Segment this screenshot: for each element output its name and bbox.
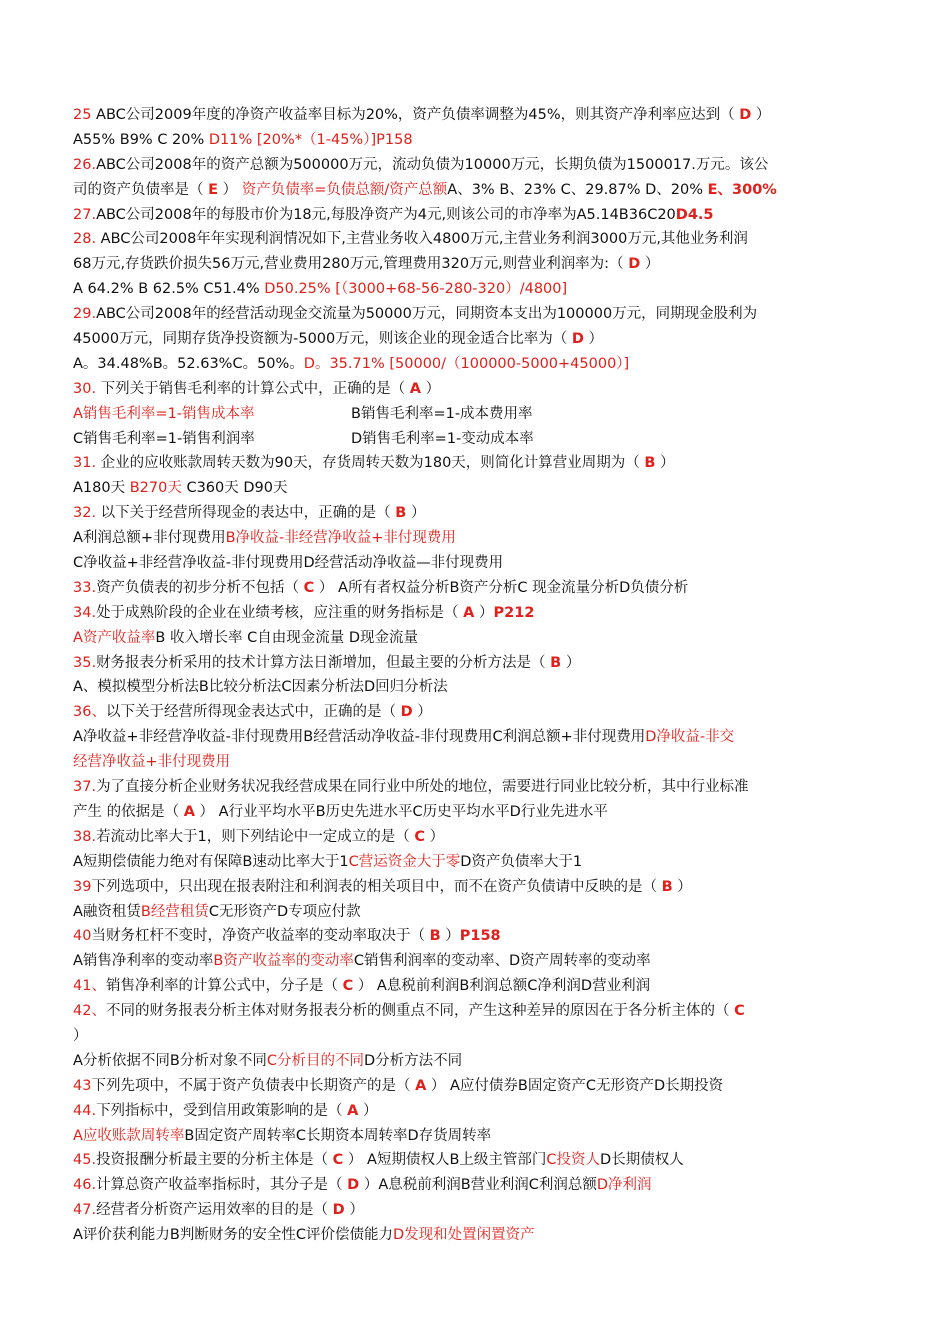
text-segment: A融资租赁 bbox=[73, 903, 141, 920]
text-line bbox=[73, 103, 863, 128]
text-line bbox=[73, 775, 863, 800]
text-segment: ） A所有者权益分析B资产分析C 现金流量分析D负债分析 bbox=[314, 579, 689, 596]
text-line bbox=[73, 451, 863, 476]
text-line bbox=[73, 800, 863, 825]
text-segment: 处于成熟阶段的企业在业绩考核，应注重的财务指标是（ bbox=[96, 604, 464, 621]
text-line bbox=[73, 252, 863, 277]
answer-letter: C bbox=[734, 1003, 745, 1020]
text-line bbox=[73, 128, 863, 153]
text-line bbox=[73, 153, 863, 178]
text-segment: ） bbox=[344, 1202, 364, 1219]
text-segment: ） A应付债券B固定资产C无形资产D长期投资 bbox=[426, 1077, 724, 1094]
answer-letter: D bbox=[628, 256, 641, 273]
text-segment: A、3% B、23% C、29.87% D、20% bbox=[447, 181, 708, 198]
question-number: 41、 bbox=[73, 978, 106, 995]
text-line bbox=[73, 178, 863, 203]
text-segment: A、模拟模型分析法B比较分析法C因素分析法D回归分析法 bbox=[73, 679, 448, 696]
answer-letter: B bbox=[661, 878, 673, 895]
text-line bbox=[73, 974, 863, 999]
text-segment: A55% B9% C 20% bbox=[73, 131, 209, 148]
text-segment: A短期偿债能力绝对有保障B速动比率大于1 bbox=[73, 853, 349, 870]
question-number: 30. bbox=[73, 380, 97, 397]
answer-letter: A bbox=[409, 380, 422, 397]
text-segment: 产生 的依据是（ bbox=[73, 803, 184, 820]
answer-letter: D bbox=[347, 1177, 360, 1194]
question-number: 25 bbox=[73, 107, 92, 123]
question-number: 32. bbox=[73, 505, 97, 522]
text-segment: ）A息税前利润B营业利润C利润总额 bbox=[359, 1177, 597, 1194]
text-segment: A 64.2% B 62.5% C51.4% bbox=[73, 281, 265, 298]
document-page bbox=[73, 103, 863, 1248]
text-segment: ） bbox=[474, 604, 494, 621]
answer-highlight: A应收账款周转率 bbox=[73, 1127, 185, 1144]
text-segment: 计算总资产收益率指标时，其分子是（ bbox=[96, 1177, 348, 1194]
text-line bbox=[73, 501, 863, 526]
text-segment: ） bbox=[425, 828, 445, 845]
text-segment: A评价获利能力B判断财务的安全性C评价偿债能力 bbox=[73, 1227, 393, 1244]
text-segment: ） bbox=[73, 1027, 88, 1044]
answer-highlight: B经营租赁 bbox=[140, 903, 209, 920]
text-line bbox=[73, 924, 863, 949]
text-line bbox=[73, 675, 863, 700]
text-segment: A销售净利率的变动率 bbox=[73, 953, 214, 970]
answer-letter: A bbox=[463, 604, 475, 621]
text-segment: ） A行业平均水平B历史先进水平C历史平均水平D行业先进水平 bbox=[194, 803, 608, 820]
answer-letter: D bbox=[400, 704, 413, 721]
answer-highlight: D发现和处置闲置资产 bbox=[393, 1227, 535, 1244]
question-number: 36、 bbox=[73, 704, 106, 721]
answer-letter: B bbox=[550, 654, 562, 671]
text-line bbox=[73, 900, 863, 925]
text-line bbox=[73, 1099, 863, 1124]
text-segment: D分析方法不同 bbox=[364, 1052, 463, 1069]
text-segment: 45000万元，同期存货净投资额为-5000万元，则该企业的现金适合比率为（ bbox=[73, 331, 572, 348]
text-segment: 司的资产负债率是（ bbox=[73, 181, 209, 198]
question-number: 42、 bbox=[73, 1003, 106, 1020]
text-segment: ） bbox=[406, 505, 426, 522]
text-segment: 以下关于经营所得现金的表达中，正确的是（ bbox=[96, 505, 396, 522]
answer-letter: P158 bbox=[459, 928, 501, 945]
question-number: 39 bbox=[73, 878, 92, 895]
text-line bbox=[73, 1148, 863, 1173]
text-segment: ） bbox=[421, 380, 441, 397]
text-segment: 经营者分析资产运用效率的目的是（ bbox=[96, 1202, 333, 1219]
text-segment: ） bbox=[672, 878, 692, 895]
question-number: 29. bbox=[73, 306, 97, 323]
answer-highlight: A销售毛利率=1-销售成本率 bbox=[73, 405, 255, 422]
question-number: 33. bbox=[73, 579, 97, 596]
text-segment: ） bbox=[583, 331, 604, 348]
text-segment: ） bbox=[440, 928, 460, 945]
text-segment: ） A短期债权人B上级主管部门 bbox=[343, 1152, 547, 1169]
question-number: 45. bbox=[73, 1152, 97, 1169]
question-number: 43 bbox=[73, 1077, 92, 1094]
question-number: 35. bbox=[73, 654, 97, 671]
answer-letter: D4.5 bbox=[675, 206, 714, 223]
text-segment: ABC公司2008年的经营活动现金交流量为50000万元，同期资本支出为100000万元，同期现金股利为 bbox=[96, 306, 758, 323]
text-segment: A净收益+非经营净收益-非付现费用B经营活动净收益-非付现费用C利润总额+非付现费用 bbox=[73, 729, 646, 746]
answer-letter: D bbox=[739, 107, 752, 123]
text-segment: 资产负债表的初步分析不包括（ bbox=[96, 579, 304, 596]
answer-highlight: C投资人 bbox=[546, 1152, 601, 1169]
question-number: 40 bbox=[73, 928, 92, 945]
answer-highlight: A资产收益率 bbox=[73, 629, 156, 646]
answer-letter: B bbox=[429, 928, 441, 945]
answer-letter: A bbox=[347, 1102, 359, 1119]
text-segment: 下列先项中，不属于资产负债表中长期资产的是（ bbox=[91, 1077, 416, 1094]
text-line bbox=[73, 700, 863, 725]
text-segment: 销售净利率的计算公式中，分子是（ bbox=[105, 978, 343, 995]
text-segment: B固定资产周转率C长期资本周转率D存货周转率 bbox=[184, 1127, 492, 1144]
answer-highlight: B净收益-非经营净收益+非付现费用 bbox=[225, 530, 456, 547]
text-segment: ABC公司2008年的每股市价为18元,每股净资产为4元,则该公司的市净率为A5.14B36C20 bbox=[96, 206, 676, 223]
text-line bbox=[73, 327, 863, 352]
text-segment: ABC公司2008年年实现利润情况如下,主营业务收入4800万元,主营业务利润3000万元,其他业务利润 bbox=[96, 231, 748, 248]
text-line bbox=[73, 427, 863, 452]
text-segment: 68万元,存货跌价损失56万元,营业费用280万元,管理费用320万元,则营业利润率为:（ bbox=[73, 256, 629, 273]
text-segment: ） A息税前利润B利润总额C净利润D营业利润 bbox=[353, 978, 651, 995]
answer-letter: C bbox=[332, 1152, 344, 1169]
text-line bbox=[73, 825, 863, 850]
answer-letter: D bbox=[332, 1202, 345, 1219]
answer-letter: E、300% bbox=[707, 181, 777, 198]
text-segment: ABC公司2008年的资产总额为500000万元，流动负债为10000万元，长期负债为1500017.万元。该公 bbox=[96, 156, 769, 173]
text-segment: D长期债权人 bbox=[600, 1152, 684, 1169]
text-segment: 当财务杠杆不变时，净资产收益率的变动率取决于（ bbox=[91, 928, 430, 945]
question-number: 27. bbox=[73, 206, 97, 223]
text-line bbox=[73, 1124, 863, 1149]
question-number: 26. bbox=[73, 156, 97, 173]
text-line bbox=[73, 1074, 863, 1099]
text-line bbox=[73, 402, 863, 427]
text-segment: 若流动比率大于1，则下列结论中一定成立的是（ bbox=[96, 828, 415, 845]
answer-highlight: D50.25% [（3000+68-56-280-320）/4800] bbox=[264, 281, 568, 298]
question-number: 38. bbox=[73, 828, 97, 845]
answer-highlight: 经营净收益+非付现费用 bbox=[73, 754, 231, 771]
text-line bbox=[73, 1223, 863, 1248]
text-segment: ） bbox=[358, 1102, 378, 1119]
question-number: 37. bbox=[73, 779, 97, 796]
answer-letter: C bbox=[414, 828, 426, 845]
text-line bbox=[73, 203, 863, 228]
text-segment: A。34.48%B。52.63%C。50%。 bbox=[73, 355, 304, 372]
answer-highlight: 资产负债率=负债总额/资产总额 bbox=[241, 181, 448, 198]
text-line bbox=[73, 875, 863, 900]
answer-letter: B bbox=[395, 505, 407, 522]
text-segment: 不同的财务报表分析主体对财务报表分析的侧重点不同，产生这种差异的原因在于各分析主体的（ bbox=[105, 1003, 735, 1020]
text-segment: C销售毛利率=1-销售利润率 bbox=[73, 430, 255, 447]
text-segment: ） bbox=[218, 181, 242, 198]
text-segment: D资产负债率大于1 bbox=[460, 853, 583, 870]
answer-letter: A bbox=[183, 803, 195, 820]
text-segment: D销售毛利率=1-变动成本率 bbox=[351, 430, 534, 447]
answer-highlight: D11% [20%*（1-45%）]P158 bbox=[208, 131, 413, 148]
answer-highlight: B资产收益率的变动率 bbox=[213, 953, 354, 970]
text-line bbox=[73, 1049, 863, 1074]
text-line bbox=[73, 377, 863, 402]
question-number: 46. bbox=[73, 1177, 97, 1194]
text-segment: 财务报表分析采用的技术计算方法日渐增加，但最主要的分析方法是（ bbox=[96, 654, 551, 671]
answer-letter: P212 bbox=[493, 604, 535, 621]
answer-highlight: D净收益-非交 bbox=[645, 729, 735, 746]
text-line bbox=[73, 999, 863, 1024]
text-segment: A分析依据不同B分析对象不同 bbox=[73, 1052, 267, 1069]
text-segment: B 收入增长率 C自由现金流量 D现金流量 bbox=[155, 629, 418, 646]
text-line bbox=[73, 227, 863, 252]
text-line bbox=[73, 277, 863, 302]
answer-letter: C bbox=[342, 978, 354, 995]
text-segment: 为了直接分析企业财务状况我经营成果在同行业中所处的地位，需要进行同业比较分析，其中行业标准 bbox=[96, 779, 749, 796]
text-segment: ） bbox=[655, 455, 675, 472]
question-number: 44. bbox=[73, 1102, 97, 1119]
answer-highlight: C分析目的不同 bbox=[266, 1052, 364, 1069]
question-number: 31. bbox=[73, 455, 97, 472]
text-line bbox=[73, 725, 863, 750]
text-segment: ） bbox=[751, 107, 771, 123]
text-segment: 下列选项中，只出现在报表附注和利润表的相关项目中，而不在资产负债请中反映的是（ bbox=[91, 878, 662, 895]
question-number: 34. bbox=[73, 604, 97, 621]
text-line bbox=[73, 1024, 863, 1049]
text-segment: 企业的应收账款周转天数为90天，存货周转天数为180天，则简化计算营业周期为（ bbox=[96, 455, 645, 472]
answer-letter: B bbox=[644, 455, 656, 472]
text-line bbox=[73, 576, 863, 601]
text-segment: 以下关于经营所得现金表达式中，正确的是（ bbox=[105, 704, 401, 721]
text-line bbox=[73, 302, 863, 327]
text-line bbox=[73, 750, 863, 775]
answer-highlight: C营运资金大于零 bbox=[348, 853, 461, 870]
text-segment: B销售毛利率=1-成本费用率 bbox=[351, 405, 533, 422]
question-number: 28. bbox=[73, 231, 97, 248]
text-line bbox=[73, 626, 863, 651]
text-line bbox=[73, 352, 863, 377]
text-segment: ABC公司2009年度的净资产收益率目标为20%，资产负债率调整为45%，则其资产净利率应达到（ bbox=[91, 107, 740, 123]
answer-letter: A bbox=[415, 1077, 427, 1094]
answer-highlight: B270天 bbox=[129, 480, 182, 497]
text-line bbox=[73, 601, 863, 626]
text-segment: ） bbox=[561, 654, 581, 671]
question-number: 47. bbox=[73, 1202, 97, 1219]
answer-letter: C bbox=[303, 579, 315, 596]
text-line bbox=[73, 949, 863, 974]
answer-letter: E bbox=[208, 181, 219, 198]
text-segment: C净收益+非经营净收益-非付现费用D经营活动净收益—非付现费用 bbox=[73, 555, 504, 572]
answer-letter: D bbox=[571, 331, 584, 348]
text-segment: C360天 D90天 bbox=[181, 480, 288, 497]
text-segment: A180天 bbox=[73, 480, 130, 497]
text-line bbox=[73, 850, 863, 875]
text-line bbox=[73, 526, 863, 551]
text-segment: ） bbox=[640, 256, 660, 273]
text-line bbox=[73, 651, 863, 676]
answer-highlight: D。35.71% [50000/（100000-5000+45000）] bbox=[303, 355, 630, 372]
text-segment: C无形资产D专项应付款 bbox=[208, 903, 361, 920]
text-line bbox=[73, 551, 863, 576]
text-line bbox=[73, 476, 863, 501]
text-segment: A利润总额+非付现费用 bbox=[73, 530, 226, 547]
text-segment: 下列指标中，受到信用政策影响的是（ bbox=[96, 1102, 348, 1119]
text-segment: C销售利润率的变动率、D资产周转率的变动率 bbox=[353, 953, 651, 970]
text-line bbox=[73, 1173, 863, 1198]
answer-highlight: D净利润 bbox=[596, 1177, 652, 1194]
text-segment: 投资报酬分析最主要的分析主体是（ bbox=[96, 1152, 333, 1169]
text-segment: 下列关于销售毛利率的计算公式中，正确的是（ bbox=[96, 380, 410, 397]
text-segment: ） bbox=[412, 704, 432, 721]
text-line bbox=[73, 1198, 863, 1223]
